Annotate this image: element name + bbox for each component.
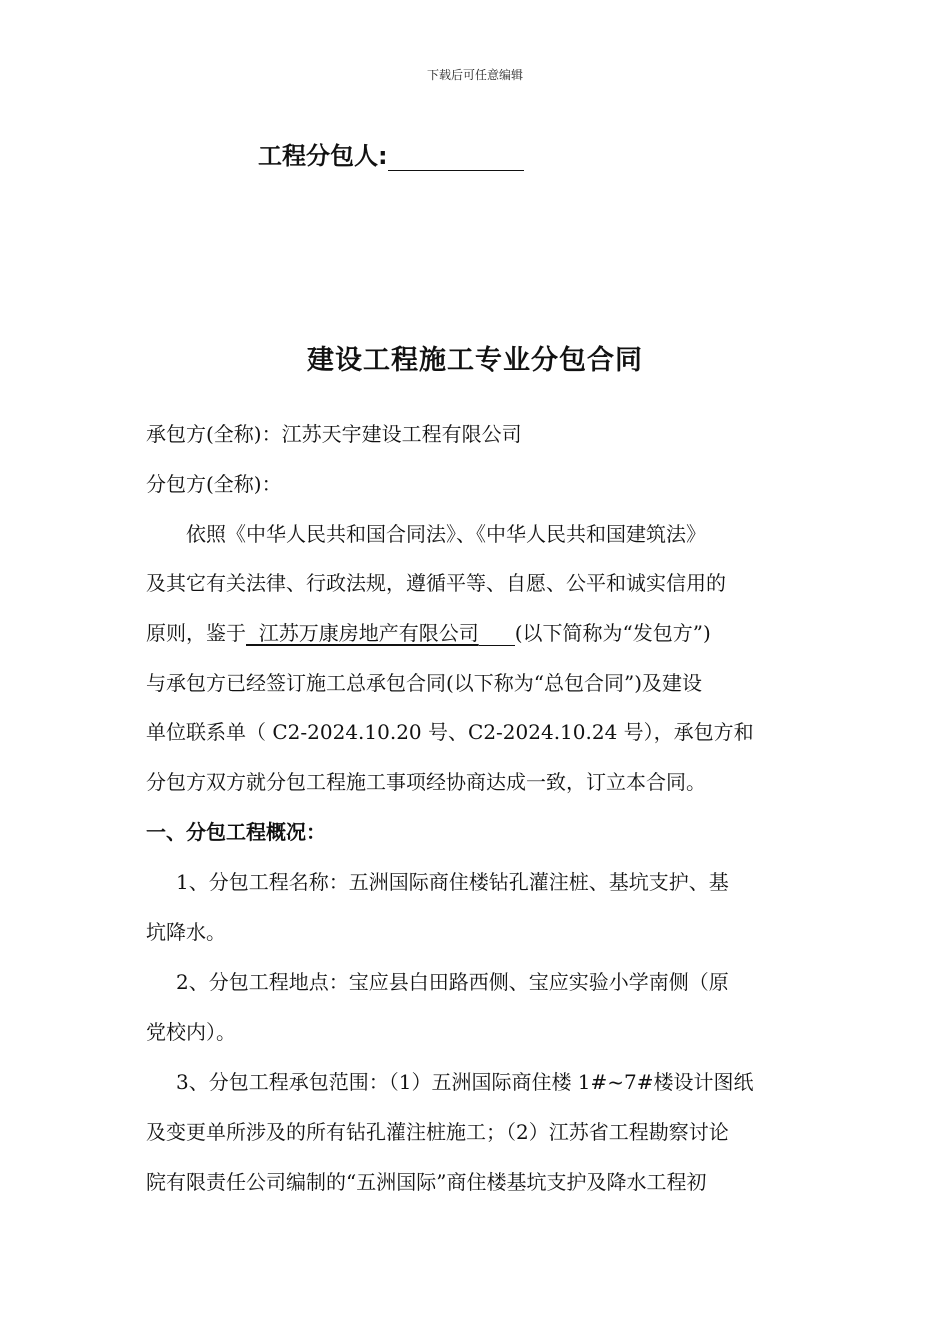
contractor-name: 江苏天宇建设工程有限公司 xyxy=(281,422,522,446)
contractor-line xyxy=(146,418,522,447)
item-1-line-1: 1、分包工程名称：五洲国际商住楼钻孔灌注桩、基坑支护、基 xyxy=(176,870,729,894)
preamble-line-3-pre: 原则，鉴于 xyxy=(146,621,246,645)
item-2-line-1: 2、分包工程地点：宝应县白田路西侧、宝应实验小学南侧（原 xyxy=(176,970,729,994)
item-2-line-2: 党校内）。 xyxy=(146,1020,236,1044)
preamble-line-2: 及其它有关法律、行政法规，遵循平等、自愿、公平和诚实信用的 xyxy=(146,571,726,595)
item-1-line-2: 坑降水。 xyxy=(146,920,226,944)
item-3-line-3: 院有限责任公司编制的“五洲国际”商住楼基坑支护及降水工程初 xyxy=(146,1170,707,1194)
document-title: 建设工程施工专业分包合同 xyxy=(307,345,643,376)
header-note: 下载后可任意编辑 xyxy=(426,68,523,82)
subcontractor-party-label: 分包方(全称)： xyxy=(146,472,282,496)
owner-name: 江苏万康房地产有限公司 xyxy=(246,621,479,645)
preamble-line-5: 单位联系单（ C2-2024.10.20 号、C2-2024.10.24 号），承包方和 xyxy=(146,720,754,744)
subcontractor-party-line xyxy=(146,468,282,497)
preamble-line-3-post: (以下简称为“发包方”) xyxy=(514,621,711,645)
item-3-line-1: 3、分包工程承包范围：（1）五洲国际商住楼 1#~7#楼设计图纸 xyxy=(176,1070,754,1094)
section-1-heading: 一、分包工程概况： xyxy=(146,820,326,844)
preamble-line-4: 与承包方已经签订施工总承包合同(以下称为“总包合同”)及建设 xyxy=(146,671,703,695)
preamble-line-6: 分包方双方就分包工程施工事项经协商达成一致，订立本合同。 xyxy=(146,770,706,794)
owner-blank xyxy=(479,625,515,646)
item-3-line-2: 及变更单所涉及的所有钻孔灌注桩施工；（2）江苏省工程勘察讨论 xyxy=(146,1120,729,1144)
preamble-line-3 xyxy=(146,617,711,646)
contractor-label: 承包方(全称)： xyxy=(146,422,282,446)
subcontractor-signature-line xyxy=(258,136,524,171)
preamble-line-1: 依照《中华人民共和国合同法》、《中华人民共和国建筑法》 xyxy=(186,522,706,546)
subcontractor-label: 工程分包人: xyxy=(258,142,388,170)
subcontractor-blank xyxy=(388,146,524,171)
